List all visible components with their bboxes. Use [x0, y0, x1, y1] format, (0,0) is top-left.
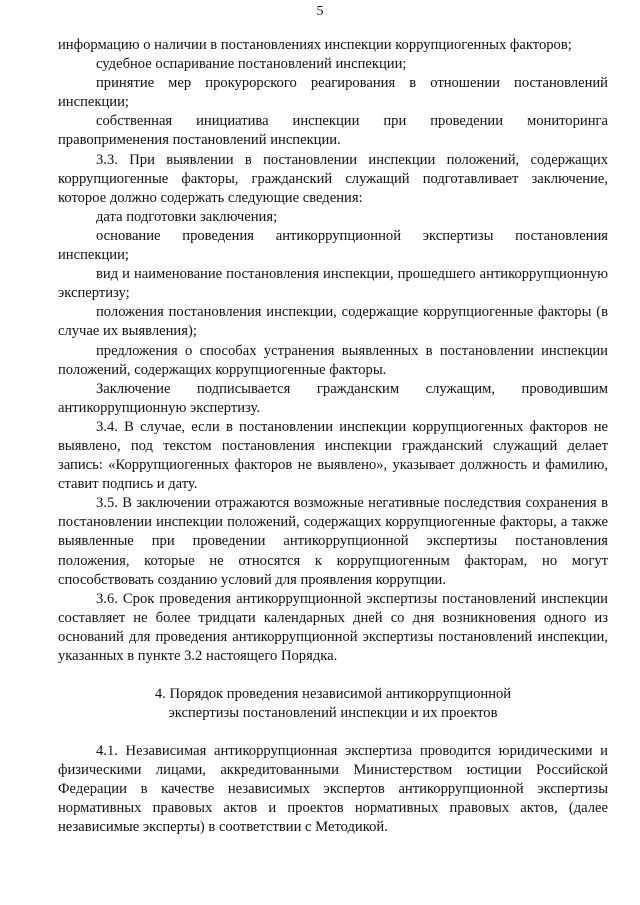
paragraph: дата подготовки заключения; [96, 208, 278, 225]
paragraph: предложения о способах устранения выявленных в постановлении инспекции положений, содержащих коррупциогенные факторы. [58, 342, 608, 378]
paragraph: основание проведения антикоррупционной экспертизы постановления инспекции; [58, 227, 608, 264]
page-number: 5 [316, 4, 324, 19]
document-body [58, 36, 608, 838]
spacer [58, 666, 608, 685]
paragraph: Заключение подписывается гражданским служащим, проводившим антикоррупционную экспертизу. [58, 380, 608, 416]
section-heading-line-1: 4. Порядок проведения независимой антикоррупционной [154, 686, 512, 703]
paragraph: собственная инициатива инспекции при проведении мониторинга правоприменения постановлений инспекции. [58, 113, 608, 149]
section-heading [58, 685, 608, 723]
paragraph-list [58, 36, 608, 666]
closing-paragraph: 4.1. Независимая антикоррупционная экспертиза проводится юридическими и физическими лицами, аккредитованными Министерством юстиции Российской Федерации в качестве независимых экспертов антикоррупционной экспертизы нормативных правовых актов и проектов нормативных правовых актов, (далее независимые эксперты) в соответствии с Методикой. [58, 743, 608, 836]
paragraph: положения постановления инспекции, содержащие коррупциогенные факторы (в случае их выявления); [58, 304, 608, 340]
paragraph: информацию о наличии в постановлениях инспекции коррупциогенных факторов; [58, 37, 572, 53]
paragraph: вид и наименование постановления инспекции, прошедшего антикоррупционную экспертизу; [58, 266, 608, 302]
spacer [58, 723, 608, 742]
paragraph: 3.6. Срок проведения антикоррупционной экспертизы постановлений инспекции составляет не более тридцати календарных дней со дня возникновения одного из оснований для проведения антикоррупционной экспертизы постановлений инспекции, указанных в пункте 3.2 настоящего Порядка. [58, 590, 608, 664]
section-heading-line-2: экспертизы постановлений инспекции и их проектов [168, 705, 498, 722]
paragraph: 3.3. При выявлении в постановлении инспекции положений, содержащих коррупциогенные факторы, гражданский служащий подготавливает заключение, которое должно содержать следующие сведения: [58, 151, 608, 206]
paragraph: судебное оспаривание постановлений инспекции; [96, 56, 407, 73]
paragraph: 3.5. В заключении отражаются возможные негативные последствия сохранения в постановлении инспекции положений, содержащих коррупциогенные факторы, а также выявленные при проведении антикоррупционной экспертизы постановления положения, которые не относятся к коррупциогенным факторам, но могут способствовать созданию условий для проявления коррупции. [58, 495, 608, 588]
paragraph: принятие мер прокурорского реагирования в отношении постановлений инспекции; [58, 75, 608, 111]
paragraph: 3.4. В случае, если в постановлении инспекции коррупциогенных факторов не выявлено, под текстом постановления инспекции гражданский служащий делает запись: «Коррупциогенных факторов не выявлено», указывает должность и фамилию, ставит подпись и дату. [58, 418, 608, 493]
